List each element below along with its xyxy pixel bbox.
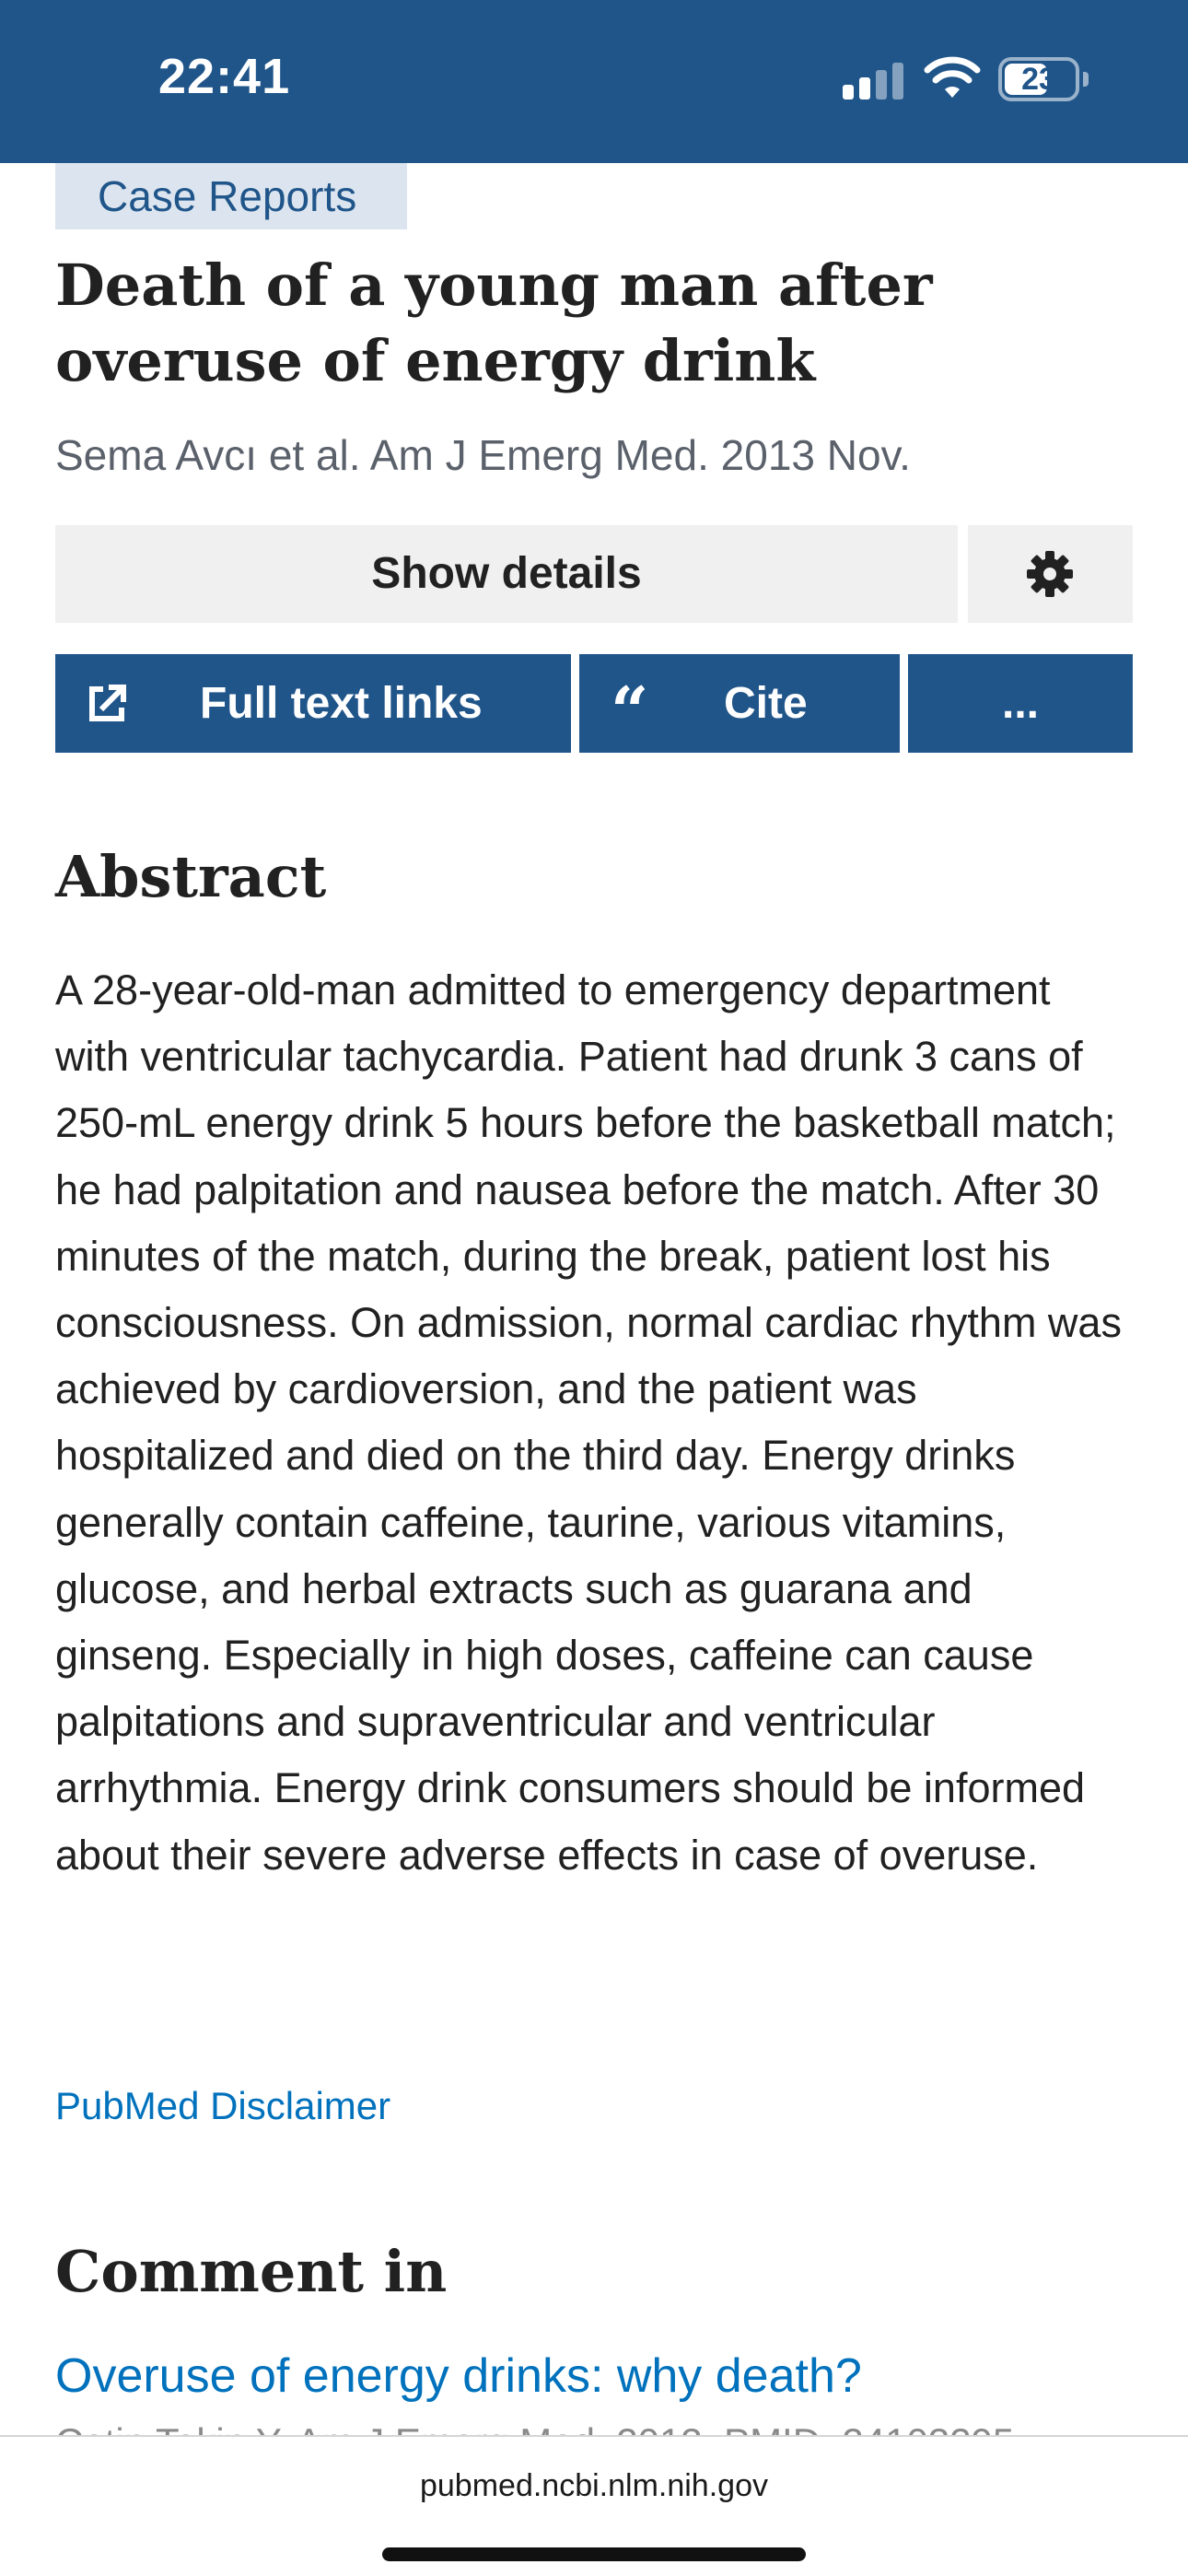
cellular-signal-icon	[843, 63, 903, 100]
publication-type-tag[interactable]: Case Reports	[55, 163, 407, 229]
display-options-button[interactable]	[968, 525, 1133, 623]
wifi-icon	[925, 57, 980, 100]
abstract-text: A 28-year-old-man admitted to emergency department with ventricular tachycardia. Patient had drunk 3 cans of 250-mL energy drink 5 hours before the basketball match; he had palpitation and nausea before the match. After 30 minutes of the match, during the break, patient lost his consciousness. On admission, normal cardiac rhythm was achieved by cardioversion, and the patient was hospitalized and died on the third day. Energy drinks generally contain caffeine, taurine, various vitamins, glucose, and herbal extracts such as guarana and ginseng. Especially in high doses, caffeine can cause palpitations and supraventricular and ventricular arrhythmia. Energy drink consumers should be informed about their severe adverse effects in case of overuse.	[55, 966, 1122, 1879]
cite-label: Cite	[724, 679, 808, 728]
status-bar	[0, 0, 1188, 163]
cite-button[interactable]	[579, 654, 900, 753]
battery-icon	[998, 57, 1079, 101]
full-text-links-button[interactable]	[55, 654, 571, 753]
show-details-button[interactable]: Show details	[55, 525, 958, 623]
external-link-icon	[87, 684, 127, 724]
pubmed-disclaimer-link[interactable]: PubMed Disclaimer	[55, 2084, 391, 2127]
article-authors: Sema Avcı et al. Am J Emerg Med. 2013 Nov.	[55, 431, 911, 479]
battery-percentage: 23	[1021, 62, 1056, 97]
article-title: Death of a young man after overuse of energy drink	[55, 252, 933, 394]
quote-icon: “	[611, 672, 649, 750]
comment-in-heading: Comment in	[55, 2238, 448, 2305]
gear-icon	[1026, 550, 1074, 598]
full-text-links-label: Full text links	[200, 679, 483, 728]
status-time: 22:41	[158, 49, 291, 104]
home-indicator[interactable]	[382, 2547, 806, 2561]
browser-bottom-bar	[0, 2435, 1188, 2576]
more-actions-button[interactable]: ...	[908, 654, 1133, 753]
abstract-heading: Abstract	[55, 843, 327, 910]
comment-article-link[interactable]: Overuse of energy drinks: why death?	[55, 2349, 862, 2403]
battery-tip	[1083, 72, 1089, 87]
url-address[interactable]: pubmed.ncbi.nlm.nih.gov	[419, 2468, 768, 2503]
